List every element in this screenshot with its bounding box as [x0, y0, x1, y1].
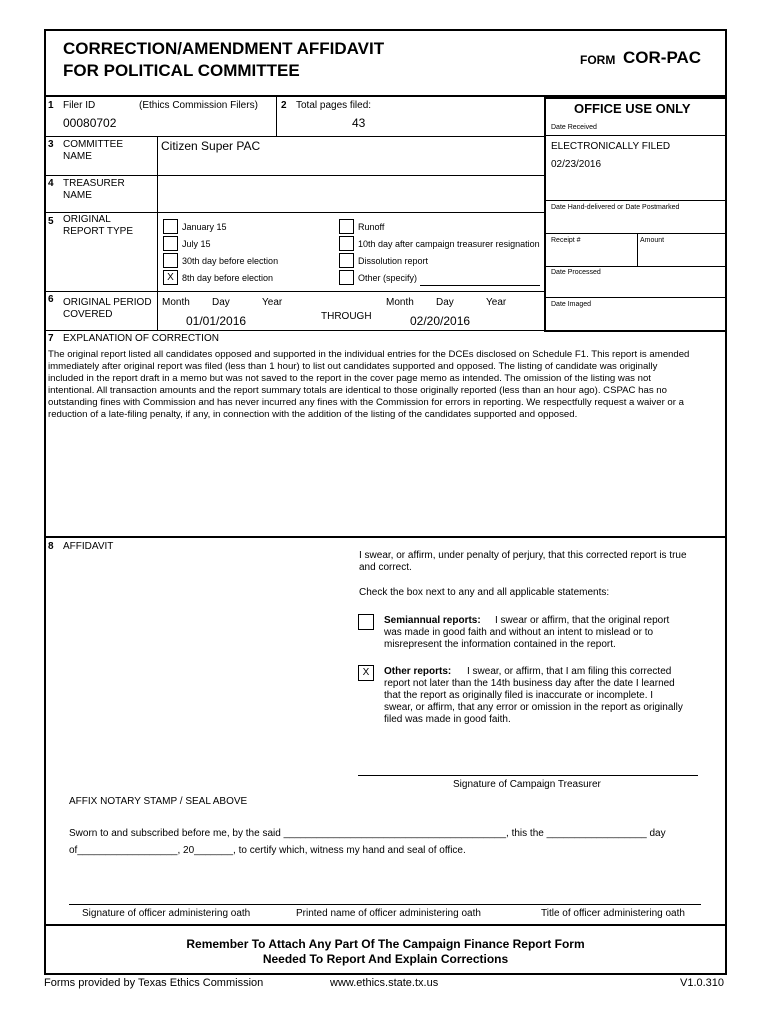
field1-sublabel: (Ethics Commission Filers) — [139, 100, 258, 111]
semiannual-line3: misrepresent the information contained in the report. — [384, 639, 616, 650]
explanation-line: reduction of a late-filing penalty, if any, in connection with the addition of the listing of the candidates supported and opposed. — [48, 409, 578, 420]
date-processed-label: Date Processed — [551, 269, 601, 276]
swear-line2: and correct. — [359, 562, 412, 573]
row-line-6 — [44, 536, 727, 538]
row-line-2 — [44, 175, 544, 176]
field3-label-line2: NAME — [63, 151, 92, 162]
period-from-month-label: Month — [162, 297, 190, 308]
filer-id-value[interactable]: 00080702 — [63, 116, 117, 130]
footer-source: Forms provided by Texas Ethics Commission — [44, 977, 264, 989]
period-from-value[interactable]: 01/01/2016 — [186, 314, 247, 328]
field2-number: 2 — [281, 100, 287, 111]
field3-number: 3 — [48, 139, 54, 150]
row-line-4 — [44, 291, 544, 292]
explanation-line: outstanding fines with Commission and has never incurred any fines with the Commission for errors in reporting. We respectfully request a waiver or a — [48, 397, 684, 408]
field6-number: 6 — [48, 294, 54, 305]
field8-number: 8 — [48, 541, 54, 552]
option-january-15: January 15 — [182, 222, 227, 232]
option-july-15: July 15 — [182, 239, 211, 249]
frame-top — [44, 29, 727, 31]
field1-number: 1 — [48, 100, 54, 111]
field7-label: EXPLANATION OF CORRECTION — [63, 333, 219, 344]
other-reports-line2: report not later than the 14th business day after the date I learned — [384, 678, 675, 689]
form-title-line2: FOR POLITICAL COMMITTEE — [63, 61, 300, 80]
option-8th-day: 8th day before election — [182, 273, 274, 283]
option-10th-day: 10th day after campaign treasurer resignation — [358, 239, 540, 249]
checkbox-january-15[interactable] — [163, 219, 178, 234]
footer-version: V1.0.310 — [680, 977, 725, 989]
notary-label: AFFIX NOTARY STAMP / SEAL ABOVE — [69, 796, 248, 807]
form-code: COR-PAC — [623, 48, 702, 67]
semiannual-line1: I swear or affirm, that the original report — [495, 615, 670, 626]
option-runoff: Runoff — [358, 222, 385, 232]
period-to-day-label: Day — [436, 297, 454, 308]
amount-label: Amount — [640, 237, 665, 244]
office-line-5 — [546, 297, 725, 298]
row-line-1 — [44, 136, 544, 137]
period-through-label: THROUGH — [321, 311, 372, 322]
field6-label-line1: ORIGINAL PERIOD — [63, 297, 152, 308]
field7-number: 7 — [48, 333, 54, 344]
office-use-title: OFFICE USE ONLY — [574, 101, 691, 116]
explanation-line: The original report listed all candidates opposed and supported in the individual entries for the DCEs disclosed on Schedule F1. This report is amended — [48, 349, 690, 360]
field4-label-line2: NAME — [63, 190, 92, 201]
frame-bottom — [44, 973, 727, 975]
other-reports-title: Other reports: — [384, 666, 452, 677]
other-reports-line1: I swear, or affirm, that I am filing this corrected — [467, 666, 672, 677]
option-other: Other (specify) — [358, 273, 418, 283]
swear-line1: I swear, or affirm, under penalty of perjury, that this corrected report is true — [359, 550, 687, 561]
other-reports-line4: swear, or affirm, that any error or omission in the report as originally — [384, 702, 683, 713]
label-column-divider — [157, 136, 158, 330]
date-imaged-label: Date Imaged — [551, 301, 592, 308]
checkbox-dissolution[interactable] — [339, 253, 354, 268]
receipt-label: Receipt # — [551, 237, 581, 244]
form-title-line1: CORRECTION/AMENDMENT AFFIDAVIT — [63, 39, 385, 58]
office-line-3 — [546, 233, 725, 234]
checkbox-30th-day[interactable] — [163, 253, 178, 268]
date-hand-delivered-label: Date Hand-delivered or Date Postmarked — [551, 204, 680, 211]
explanation-line: intentional. All transaction amounts and the report summary totals are identical to those originally reported (less than an hour ago). CSPAC has no — [48, 385, 667, 396]
office-receipt-divider — [637, 233, 638, 266]
reminder-line2: Needed To Report And Explain Corrections — [262, 952, 509, 966]
form-prefix: FORM — [580, 53, 616, 67]
period-to-year-label: Year — [486, 297, 507, 308]
field2-label: Total pages filed: — [296, 100, 372, 111]
explanation-line: immediately after original report was filed (less than 1 hour) to list out candidates supported and opposed. The listing of candidate was originally — [48, 361, 658, 372]
field1-divider — [276, 96, 277, 136]
explanation-line: included in the report draft in a memo but was not saved to the report in the cover page memo as intended. The omission of the listing was not — [48, 373, 651, 384]
field3-label-line1: COMMITTEE — [63, 139, 123, 150]
explanation-text[interactable] — [48, 349, 728, 421]
reminder-line1: Remember To Attach Any Part Of The Campaign Finance Report Form — [186, 937, 585, 951]
field4-label-line1: TREASURER — [63, 178, 125, 189]
office-line-2 — [546, 200, 725, 201]
period-to-month-label: Month — [386, 297, 414, 308]
field5-label-line1: ORIGINAL — [63, 214, 111, 225]
checkbox-july-15[interactable] — [163, 236, 178, 251]
filing-status: ELECTRONICALLY FILED — [551, 141, 671, 152]
option-dissolution: Dissolution report — [358, 256, 429, 266]
field5-label-line2: REPORT TYPE — [63, 226, 134, 237]
semiannual-line2: was made in good faith and without an intent to mislead or to — [384, 627, 654, 638]
other-specify-line[interactable] — [420, 285, 540, 286]
treasurer-signature-label: Signature of Campaign Treasurer — [453, 779, 601, 790]
period-from-year-label: Year — [262, 297, 283, 308]
checkbox-8th-day[interactable]: X — [163, 270, 178, 285]
period-to-value[interactable]: 02/20/2016 — [410, 314, 471, 328]
filing-status-date: 02/23/2016 — [551, 159, 602, 170]
officer-title-label: Title of officer administering oath — [541, 908, 685, 919]
treasurer-signature-line[interactable] — [358, 775, 698, 776]
period-from-day-label: Day — [212, 297, 230, 308]
date-received-label: Date Received — [551, 124, 597, 131]
total-pages-value[interactable]: 43 — [352, 116, 366, 130]
field6-label-line2: COVERED — [63, 309, 113, 320]
row-line-3 — [44, 212, 544, 213]
semiannual-title: Semiannual reports: — [384, 615, 481, 626]
field8-label: AFFIDAVIT — [63, 541, 114, 552]
checkbox-runoff[interactable] — [339, 219, 354, 234]
checkbox-other[interactable] — [339, 270, 354, 285]
other-reports-line5: filed was made in good faith. — [384, 714, 511, 725]
office-line-1 — [546, 135, 725, 136]
officer-signature-line[interactable] — [69, 904, 701, 905]
field5-number: 5 — [48, 216, 54, 227]
row-line-7 — [44, 924, 727, 926]
checkbox-semiannual[interactable] — [358, 614, 374, 630]
field1-label: Filer ID — [63, 100, 96, 111]
officer-signature-label: Signature of officer administering oath — [82, 908, 251, 919]
footer-website[interactable]: www.ethics.state.tx.us — [330, 977, 439, 989]
sworn-line1: Sworn to and subscribed before me, by the said ________________________________________, this the __________________ day — [69, 828, 666, 839]
frame-left — [44, 29, 46, 975]
committee-name-value[interactable]: Citizen Super PAC — [161, 139, 261, 153]
office-line-4 — [546, 266, 725, 267]
check-instructions: Check the box next to any and all applicable statements: — [359, 587, 610, 598]
option-30th-day: 30th day before election — [182, 256, 279, 266]
checkbox-other-reports[interactable]: X — [358, 665, 374, 681]
officer-printed-name-label: Printed name of officer administering oath — [296, 908, 481, 919]
other-reports-line3: that the report as originally filed is inaccurate or incomplete. I — [384, 690, 654, 701]
field4-number: 4 — [48, 178, 54, 189]
checkbox-10th-day[interactable] — [339, 236, 354, 251]
sworn-line2: of__________________, 20_______, to certify which, witness my hand and seal of office. — [69, 845, 466, 856]
